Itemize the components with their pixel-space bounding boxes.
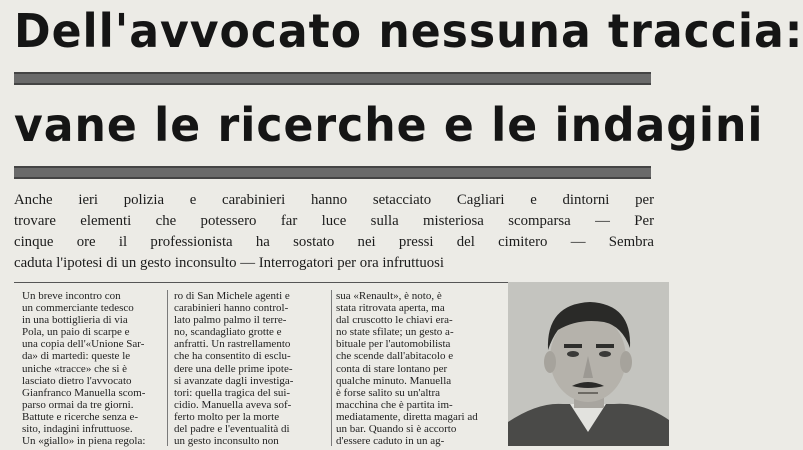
- column-line: che ha consentito di esclu-: [174, 350, 291, 363]
- column-line: lasciato dietro l'avvocato: [22, 374, 132, 387]
- subhead-line: caduta l'ipotesi di un gesto inconsulto — Interrogatori per ora infruttuosi: [14, 255, 445, 271]
- column-line: si avanzate dagli investiga-: [174, 374, 294, 387]
- column-line: sito, indagini infruttuose.: [22, 423, 133, 436]
- column-separator: [331, 290, 332, 446]
- column-line: Battute e ricerche senza e-: [22, 410, 139, 423]
- headline-line-2: vane le ricerche e le indagini: [14, 98, 764, 152]
- article-column-2: [174, 290, 326, 447]
- column-line: carabinieri hanno control-: [174, 302, 289, 315]
- column-line: Un «giallo» in piena regola:: [22, 435, 146, 448]
- headline-line-1: Dell'avvocato nessuna traccia:: [14, 4, 803, 58]
- column-separator: [167, 290, 168, 446]
- column-line: parso ormai da tre giorni.: [22, 398, 134, 411]
- column-line: ferto molto per la morte: [174, 410, 280, 423]
- column-line: stata ritrovata aperta, ma: [336, 302, 445, 315]
- column-line: dal cruscotto le chiavi era-: [336, 314, 453, 327]
- column-line: Gianfranco Manuella scom-: [22, 386, 146, 399]
- column-line: macchina che è partita im-: [336, 398, 453, 411]
- column-line: d'essere caduto in un ag-: [336, 435, 445, 448]
- column-line: cidio. Manuella aveva sof-: [174, 398, 292, 411]
- column-line: un bar. Quando si è accorto: [336, 423, 457, 436]
- column-line: tori: quella tragica del sui-: [174, 386, 291, 399]
- column-line: uniche «tracce» che si è: [22, 362, 128, 375]
- column-line: no state sfilate; un gesto a-: [336, 326, 454, 339]
- subhead-line: cinque ore il professionista ha sostato nei pressi del cimitero — Sembra: [14, 234, 654, 250]
- column-line: anfratti. Un rastrellamento: [174, 338, 291, 351]
- headline-rule-bottom: [14, 166, 651, 179]
- column-line: sua «Renault», è noto, è: [336, 290, 442, 302]
- headline-rule-top: [14, 72, 651, 85]
- column-line: bituale per l'automobilista: [336, 338, 451, 351]
- article-column-3: [336, 290, 496, 447]
- column-line: un gesto inconsulto non: [174, 435, 279, 448]
- column-line: conta di stare lontano per: [336, 362, 448, 375]
- column-line: Pola, un paio di scarpe e: [22, 326, 130, 339]
- portrait-photo: [508, 282, 669, 446]
- column-line: mediatamente, diretta magari ad: [336, 410, 478, 423]
- column-line: qualche minuto. Manuella: [336, 374, 452, 387]
- column-line: del padre e l'eventualità di: [174, 423, 290, 436]
- article-column-1: [22, 290, 162, 447]
- column-line: che scende dall'abitacolo e: [336, 350, 454, 363]
- column-line: in una bottiglieria di via: [22, 314, 128, 327]
- column-line: dere una delle prime ipote-: [174, 362, 293, 375]
- portrait-illustration: [508, 282, 669, 446]
- column-line: è forse salito su un'altra: [336, 386, 441, 399]
- column-line: Un breve incontro con: [22, 290, 121, 302]
- column-line: ro di San Michele agenti e: [174, 290, 290, 302]
- column-line: una copia dell'«Unione Sar-: [22, 338, 145, 351]
- column-line: no, scandagliato grotte e: [174, 326, 282, 339]
- column-line: lato palmo palmo il terre-: [174, 314, 287, 327]
- subhead-line: trovare elementi che potessero far luce sulla misteriosa scomparsa — Per: [14, 213, 654, 229]
- subheadline: [14, 190, 654, 274]
- subhead-line: Anche ieri polizia e carabinieri hanno setacciato Cagliari e dintorni per: [14, 192, 654, 208]
- column-line: da» di martedì: queste le: [22, 350, 131, 363]
- column-line: un commerciante tedesco: [22, 302, 134, 315]
